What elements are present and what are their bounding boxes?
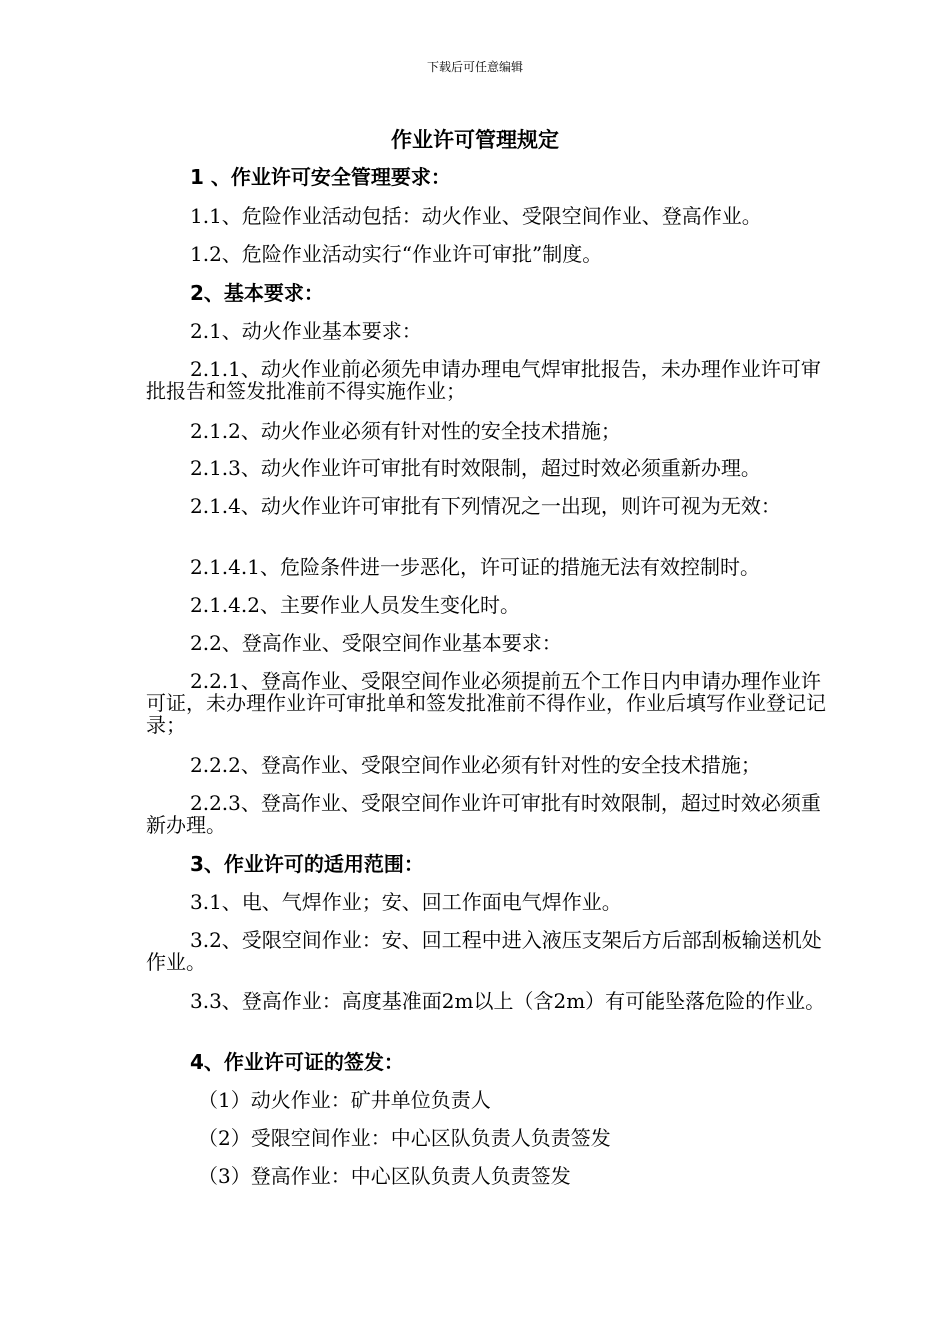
section-heading-1: 1 、作业许可安全管理要求： [190,165,451,189]
paragraph-2-1-3: 2.1.3、动火作业许可审批有时效限制，超过时效必须重新办理。 [190,456,761,480]
paragraph-2-1-1: 2.1.1、动火作业前必须先申请办理电气焊审批报告，未办理作业许可审批报告和签发批准前不得实施作业； [146,357,821,403]
paragraph-2-1-4-2: 2.1.4.2、主要作业人员发生变化时。 [190,593,520,617]
paragraph-3-1: 3.1、电、气焊作业；安、回工作面电气焊作业。 [190,890,622,914]
section-heading-3: 3、作业许可的适用范围： [190,852,424,876]
paragraph-1-1: 1.1、危险作业活动包括：动火作业、受限空间作业、登高作业。 [190,204,762,228]
paragraph-2-2-3: 2.2.3、登高作业、受限空间作业许可审批有时效限制，超过时效必须重新办理。 [146,791,821,837]
paragraph-3-3: 3.3、登高作业：高度基准面2m以上（含2m）有可能坠落危险的作业。 [190,989,826,1013]
issuance-item-2: （2）受限空间作业：中心区队负责人负责签发 [198,1126,611,1150]
paragraph-2-1-4-1: 2.1.4.1、危险条件进一步恶化，许可证的措施无法有效控制时。 [190,555,760,579]
paragraph-2-1-4: 2.1.4、动火作业许可审批有下列情况之一出现，则许可视为无效： [190,494,781,518]
paragraph-2-2-2: 2.2.2、登高作业、受限空间作业必须有针对性的安全技术措施； [190,753,761,777]
issuance-item-1: （1）动火作业：矿井单位负责人 [198,1088,491,1112]
issuance-item-3: （3）登高作业：中心区队负责人负责签发 [198,1164,571,1188]
section-heading-2: 2、基本要求： [190,281,324,305]
paragraph-2-1: 2.1、动火作业基本要求： [190,319,422,343]
paragraph-3-2: 3.2、受限空间作业：安、回工程中进入液压支架后方后部刮板输送机处作业。 [146,928,822,974]
header-note: 下载后可任意编辑 [426,60,523,74]
paragraph-1-2: 1.2、危险作业活动实行“作业许可审批”制度。 [190,242,603,266]
paragraph-2-2: 2.2、登高作业、受限空间作业基本要求： [190,631,562,655]
document-title: 作业许可管理规定 [391,128,559,152]
section-heading-4: 4、作业许可证的签发： [190,1050,404,1074]
paragraph-2-1-2: 2.1.2、动火作业必须有针对性的安全技术措施； [190,419,621,443]
paragraph-2-2-1: 2.2.1、登高作业、受限空间作业必须提前五个工作日内申请办理作业许可证，未办理作业许可审批单和签发批准前不得作业，作业后填写作业登记记录； [146,669,826,737]
